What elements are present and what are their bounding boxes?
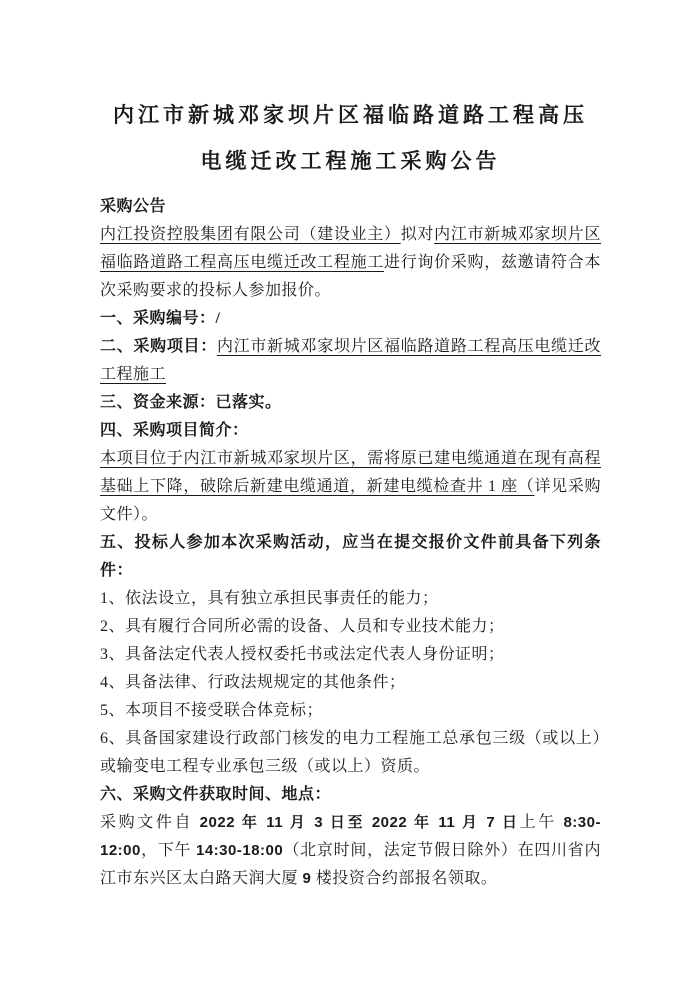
time-date-range: 2022 年 11 月 3 日至 2022 年 11 月 7 日 [199,814,520,831]
section-4-brief-plain: 详见采购文件）。 [100,478,601,523]
doc-title-line1: 内江市新城邓家坝片区福临路道路工程高压 [113,103,588,127]
time-floor-number: 9 [302,870,312,887]
doc-subheading: 采购公告 [100,198,167,215]
intro-project: 内江市新城邓家坝片区福临路道路工程高压电缆迁改工程施工 [100,226,601,271]
section-2-procurement-project [100,333,601,389]
section-4-project-brief [100,445,601,529]
condition-item-1: 1、依法设立，具有独立承担民事责任的能力； [100,590,439,607]
section-6-time-place [100,809,601,893]
condition-item-4: 4、具备法律、行政法规规定的其他条件； [100,674,406,691]
time-text-3: ，下午 [140,842,196,859]
condition-item-3: 3、具备法定代表人授权委托书或法定代表人身份证明； [100,646,505,663]
intro-owner: 内江投资控股集团有限公司（建设业主） [100,226,401,243]
doc-title [100,92,601,184]
intro-tail: 进行询价采购，兹邀请符合本次采购要求的投标人参加报价。 [100,254,601,299]
intro-mid: 拟对 [400,226,435,243]
time-morning-hours: 8:30-12:00 [100,814,601,859]
section-2-project-name: 内江市新城邓家坝片区福临路道路工程高压电缆迁改工程施工 [100,338,601,383]
time-text-1: 采购文件自 [100,814,200,831]
doc-title-line2: 电缆迁改工程施工采购公告 [200,149,501,173]
condition-item-5: 5、本项目不接受联合体竞标； [100,702,324,719]
condition-item-6: 6、具备国家建设行政部门核发的电力工程施工总承包三级（或以上）或输变电工程专业承包三级（或以上）资质。 [100,730,601,775]
section-4-heading: 四、采购项目简介： [100,422,249,439]
section-5-heading: 五、投标人参加本次采购活动，应当在提交报价文件前具备下列条件： [100,534,601,579]
section-1-procurement-number: 一、采购编号：/ [100,310,221,327]
time-text-5: 楼投资合约部报名领取。 [311,870,498,887]
intro-paragraph [100,221,601,305]
condition-item-2: 2、具有履行合同所必需的设备、人员和专业技术能力； [100,618,505,635]
time-text-4: （北京时间，法定节假日除外）在四川省内江市东兴区太白路天润大厦 [100,842,601,887]
section-2-label: 二、采购项目： [100,338,217,355]
time-afternoon-hours: 14:30-18:00 [196,842,284,859]
section-4-brief-underlined: 本项目位于内江市新城邓家坝片区，需将原已建电缆通道在现有高程基础上下降，破除后新建电缆通道，新建电缆检查井 1 座（ [100,450,601,495]
section-3-funding-source: 三、资金来源：已落实。 [100,394,282,411]
section-6-heading: 六、采购文件获取时间、地点： [100,786,332,803]
time-text-2: 上午 [519,814,564,831]
